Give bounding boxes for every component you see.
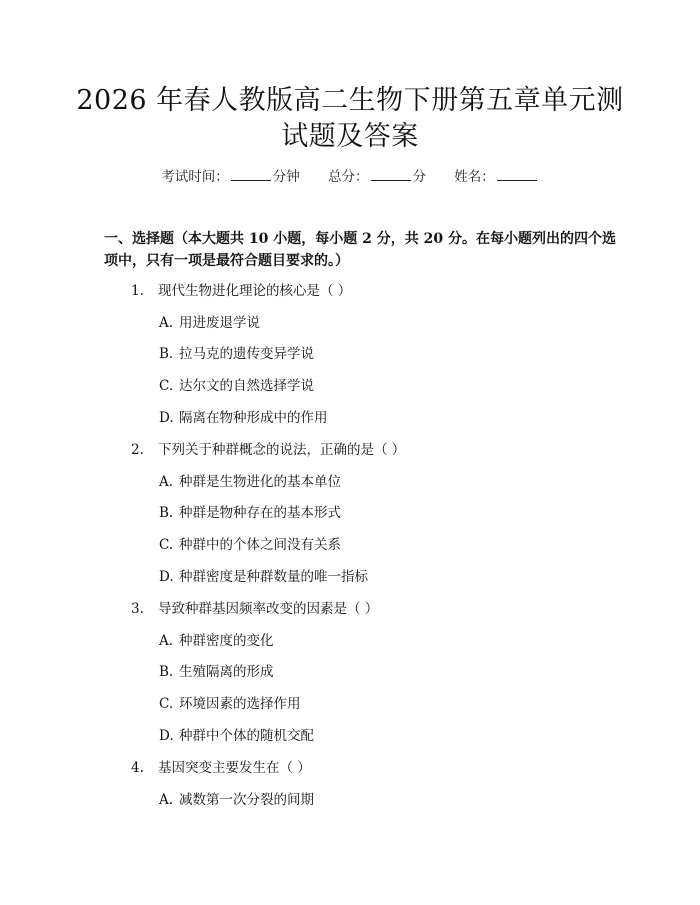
option-text: 种群是物种存在的基本形式 xyxy=(179,505,341,521)
option-item xyxy=(159,472,341,492)
option-text: 种群是生物进化的基本单位 xyxy=(179,474,341,490)
total-score-label: 总分： xyxy=(328,169,369,185)
option-item xyxy=(159,503,341,523)
section-heading: 一、选择题（本大题共 10 小题，每小题 2 分，共 20 分。在每小题列出的四个选项中，只有一项是最符合题目要求的。） xyxy=(104,231,616,269)
exam-time xyxy=(161,166,300,188)
option-text: 种群中个体的随机交配 xyxy=(179,728,314,744)
student-name-label: 姓名： xyxy=(454,169,495,185)
option-text: 生殖隔离的形成 xyxy=(179,664,274,680)
option-text: 达尔文的自然选择学说 xyxy=(179,378,314,394)
question-text: 下列关于种群概念的说法，正确的是（ ） xyxy=(158,442,406,458)
option-item xyxy=(159,726,314,746)
exam-meta xyxy=(0,166,700,188)
option-label: D. xyxy=(159,410,174,426)
question-stem xyxy=(131,599,378,619)
option-text: 种群中的个体之间没有关系 xyxy=(179,537,341,553)
option-label: D. xyxy=(159,569,174,585)
option-item xyxy=(159,662,274,682)
question-stem xyxy=(131,758,311,778)
option-text: 隔离在物种形成中的作用 xyxy=(179,410,328,426)
document-title-line-2: 试题及答案 xyxy=(281,121,419,152)
option-item xyxy=(159,694,301,714)
option-label: A. xyxy=(159,315,174,331)
option-item xyxy=(159,344,314,364)
question-text: 现代生物进化理论的核心是（ ） xyxy=(158,283,352,299)
option-text: 用进废退学说 xyxy=(179,315,260,331)
option-label: A. xyxy=(159,792,174,808)
total-score-unit: 分 xyxy=(412,169,426,185)
option-item xyxy=(159,790,314,810)
exam-time-unit: 分钟 xyxy=(272,169,300,185)
option-label: B. xyxy=(159,505,174,521)
option-label: D. xyxy=(159,728,174,744)
question-stem xyxy=(131,440,405,460)
option-item xyxy=(159,376,314,396)
option-label: C. xyxy=(159,537,174,553)
option-label: C. xyxy=(159,378,174,394)
document-title-line-1: 2026 年春人教版高二生物下册第五章单元测 xyxy=(76,85,624,116)
option-item xyxy=(159,408,328,428)
question-stem xyxy=(131,281,351,301)
total-score-blank xyxy=(371,168,411,181)
question-number: 3. xyxy=(131,601,144,617)
option-label: B. xyxy=(159,346,174,362)
option-label: C. xyxy=(159,696,174,712)
question-number: 2. xyxy=(131,442,144,458)
option-text: 种群密度的变化 xyxy=(179,633,274,649)
option-item xyxy=(159,567,368,587)
student-name xyxy=(454,166,539,188)
option-label: B. xyxy=(159,664,174,680)
option-label: A. xyxy=(159,474,174,490)
question-number: 4. xyxy=(131,760,144,776)
option-text: 减数第一次分裂的间期 xyxy=(179,792,314,808)
question-text: 导致种群基因频率改变的因素是（ ） xyxy=(158,601,379,617)
student-name-blank xyxy=(497,168,537,181)
exam-time-label: 考试时间： xyxy=(161,169,229,185)
option-item xyxy=(159,313,260,333)
option-text: 环境因素的选择作用 xyxy=(179,696,301,712)
option-item xyxy=(159,535,341,555)
option-text: 种群密度是种群数量的唯一指标 xyxy=(179,569,368,585)
question-number: 1. xyxy=(131,283,144,299)
total-score xyxy=(328,166,426,188)
option-text: 拉马克的遗传变异学说 xyxy=(179,346,314,362)
exam-time-blank xyxy=(231,168,271,181)
option-item xyxy=(159,631,274,651)
question-text: 基因突变主要发生在（ ） xyxy=(158,760,311,776)
option-label: A. xyxy=(159,633,174,649)
